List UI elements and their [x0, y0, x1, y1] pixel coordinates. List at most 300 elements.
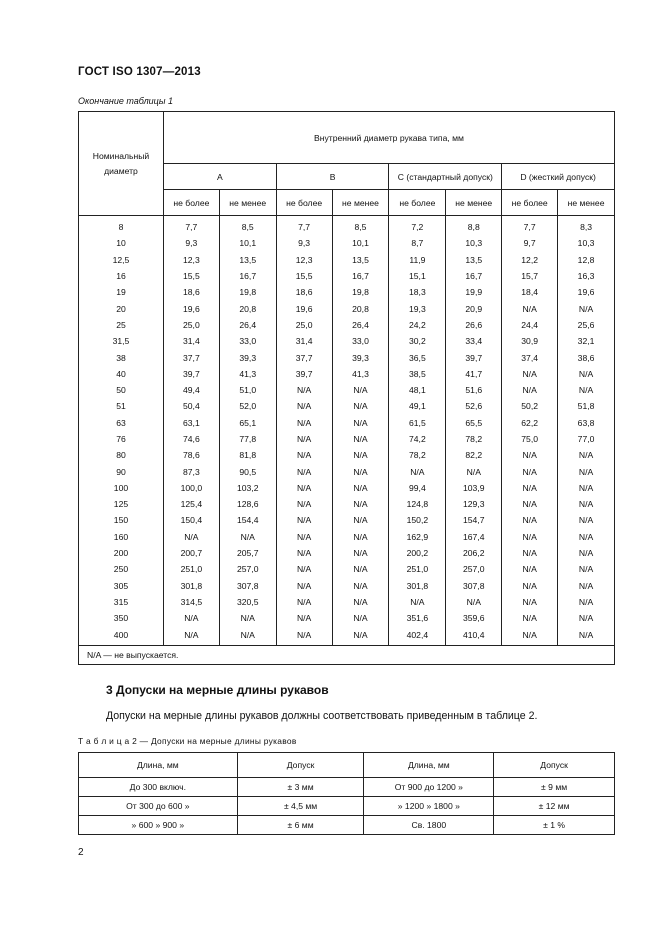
nominal-diameter-cell: 150 — [79, 512, 164, 528]
table-row — [79, 447, 615, 463]
value-cell: N/A — [332, 431, 389, 447]
tolerance-cell: ± 9 мм — [494, 778, 615, 797]
value-cell: 61,5 — [389, 415, 446, 431]
value-cell: 63,1 — [163, 415, 219, 431]
value-cell: 26,4 — [332, 317, 389, 333]
value-cell: N/A — [276, 626, 332, 645]
value-cell: N/A — [276, 594, 332, 610]
value-cell: 13,5 — [219, 252, 276, 268]
value-cell: 19,6 — [163, 300, 219, 316]
value-cell: 99,4 — [389, 480, 446, 496]
value-cell: N/A — [332, 415, 389, 431]
value-cell: 50,4 — [163, 398, 219, 414]
value-cell: 52,0 — [219, 398, 276, 414]
value-cell: 18,4 — [502, 284, 558, 300]
value-cell: 38,5 — [389, 366, 446, 382]
tolerance-header: Допуск — [237, 753, 364, 778]
value-cell: 77,0 — [558, 431, 615, 447]
value-cell: 162,9 — [389, 529, 446, 545]
value-cell: N/A — [332, 529, 389, 545]
table-row — [79, 797, 615, 816]
value-cell: 20,8 — [219, 300, 276, 316]
nominal-diameter-cell: 20 — [79, 300, 164, 316]
value-cell: 257,0 — [219, 561, 276, 577]
value-cell: 51,6 — [446, 382, 502, 398]
value-cell: 125,4 — [163, 496, 219, 512]
value-cell: 129,3 — [446, 496, 502, 512]
value-cell: 49,1 — [389, 398, 446, 414]
length-cell: От 300 до 600 » — [79, 797, 238, 816]
value-cell: 81,8 — [219, 447, 276, 463]
value-cell: 251,0 — [389, 561, 446, 577]
value-cell: 24,2 — [389, 317, 446, 333]
value-cell: N/A — [219, 529, 276, 545]
nominal-diameter-cell: 8 — [79, 216, 164, 236]
value-cell: N/A — [276, 447, 332, 463]
table-row — [79, 216, 615, 236]
value-cell: 33,0 — [219, 333, 276, 349]
value-cell: 150,4 — [163, 512, 219, 528]
value-cell: 50,2 — [502, 398, 558, 414]
nominal-diameter-cell: 350 — [79, 610, 164, 626]
value-cell: 63,8 — [558, 415, 615, 431]
value-cell: 39,3 — [332, 349, 389, 365]
value-cell: N/A — [502, 463, 558, 479]
value-cell: 87,3 — [163, 463, 219, 479]
value-cell: N/A — [389, 463, 446, 479]
nominal-diameter-cell: 76 — [79, 431, 164, 447]
value-cell: 26,4 — [219, 317, 276, 333]
table-row — [79, 398, 615, 414]
value-cell: 25,6 — [558, 317, 615, 333]
nominal-diameter-cell: 31,5 — [79, 333, 164, 349]
type-a-header: A — [163, 164, 276, 190]
value-cell: 32,1 — [558, 333, 615, 349]
length-header: Длина, мм — [79, 753, 238, 778]
value-cell: N/A — [163, 529, 219, 545]
nominal-diameter-cell: 50 — [79, 382, 164, 398]
value-cell: 52,6 — [446, 398, 502, 414]
value-cell: 24,4 — [502, 317, 558, 333]
table-row — [79, 268, 615, 284]
value-cell: 30,9 — [502, 333, 558, 349]
table-row — [79, 349, 615, 365]
value-cell: 36,5 — [389, 349, 446, 365]
nominal-diameter-cell: 25 — [79, 317, 164, 333]
value-cell: 154,4 — [219, 512, 276, 528]
value-cell: N/A — [558, 529, 615, 545]
value-cell: 320,5 — [219, 594, 276, 610]
value-cell: 77,8 — [219, 431, 276, 447]
table-row — [79, 235, 615, 251]
value-cell: 75,0 — [502, 431, 558, 447]
value-cell: N/A — [276, 496, 332, 512]
value-cell: N/A — [276, 512, 332, 528]
value-cell: 167,4 — [446, 529, 502, 545]
value-cell: N/A — [332, 626, 389, 645]
length-cell: От 900 до 1200 » — [364, 778, 494, 797]
value-cell: 31,4 — [276, 333, 332, 349]
value-cell: N/A — [276, 480, 332, 496]
table-row — [79, 816, 615, 835]
value-cell: N/A — [502, 594, 558, 610]
value-cell: 13,5 — [332, 252, 389, 268]
tolerance-cell: ± 1 % — [494, 816, 615, 835]
tolerance-header: Допуск — [494, 753, 615, 778]
value-cell: N/A — [558, 545, 615, 561]
value-cell: N/A — [502, 447, 558, 463]
value-cell: 307,8 — [219, 578, 276, 594]
nominal-diameter-cell: 160 — [79, 529, 164, 545]
value-cell: N/A — [502, 366, 558, 382]
value-cell: 100,0 — [163, 480, 219, 496]
value-cell: 359,6 — [446, 610, 502, 626]
value-cell: N/A — [332, 480, 389, 496]
min-subheader: не менее — [446, 190, 502, 216]
value-cell: 10,3 — [558, 235, 615, 251]
value-cell: N/A — [558, 610, 615, 626]
value-cell: 41,3 — [219, 366, 276, 382]
value-cell: 16,3 — [558, 268, 615, 284]
value-cell: 19,6 — [558, 284, 615, 300]
table-row — [79, 252, 615, 268]
value-cell: N/A — [558, 480, 615, 496]
value-cell: 20,9 — [446, 300, 502, 316]
value-cell: 19,6 — [276, 300, 332, 316]
value-cell: N/A — [558, 463, 615, 479]
value-cell: 48,1 — [389, 382, 446, 398]
length-cell: » 1200 » 1800 » — [364, 797, 494, 816]
value-cell: N/A — [558, 594, 615, 610]
value-cell: 18,3 — [389, 284, 446, 300]
value-cell: 410,4 — [446, 626, 502, 645]
value-cell: 74,2 — [389, 431, 446, 447]
nominal-diameter-cell: 400 — [79, 626, 164, 645]
value-cell: 205,7 — [219, 545, 276, 561]
table-row — [79, 512, 615, 528]
value-cell: 301,8 — [389, 578, 446, 594]
value-cell: N/A — [558, 512, 615, 528]
value-cell: 206,2 — [446, 545, 502, 561]
value-cell: 62,2 — [502, 415, 558, 431]
nominal-diameter-cell: 90 — [79, 463, 164, 479]
table-row — [79, 382, 615, 398]
diameter-table — [78, 111, 615, 665]
value-cell: N/A — [502, 382, 558, 398]
value-cell: N/A — [502, 480, 558, 496]
nominal-diameter-cell: 305 — [79, 578, 164, 594]
value-cell: 150,2 — [389, 512, 446, 528]
value-cell: 51,0 — [219, 382, 276, 398]
value-cell: 402,4 — [389, 626, 446, 645]
value-cell: 82,2 — [446, 447, 502, 463]
value-cell: N/A — [332, 463, 389, 479]
length-cell: До 300 включ. — [79, 778, 238, 797]
value-cell: 301,8 — [163, 578, 219, 594]
value-cell: N/A — [332, 382, 389, 398]
value-cell: 25,0 — [163, 317, 219, 333]
value-cell: 51,8 — [558, 398, 615, 414]
value-cell: N/A — [502, 300, 558, 316]
value-cell: 7,2 — [389, 216, 446, 236]
table-row — [79, 415, 615, 431]
max-subheader: не более — [502, 190, 558, 216]
nominal-diameter-cell: 12,5 — [79, 252, 164, 268]
table-row — [79, 480, 615, 496]
table-row — [79, 626, 615, 645]
value-cell: 33,0 — [332, 333, 389, 349]
value-cell: N/A — [276, 415, 332, 431]
tolerance-cell: ± 4,5 мм — [237, 797, 364, 816]
value-cell: N/A — [276, 545, 332, 561]
value-cell: N/A — [558, 626, 615, 645]
value-cell: 30,2 — [389, 333, 446, 349]
value-cell: 251,0 — [163, 561, 219, 577]
table-row — [79, 366, 615, 382]
value-cell: 10,3 — [446, 235, 502, 251]
page-number: 2 — [78, 847, 84, 858]
value-cell: 90,5 — [219, 463, 276, 479]
value-cell: N/A — [276, 578, 332, 594]
min-subheader: не менее — [332, 190, 389, 216]
type-b-header: B — [276, 164, 389, 190]
table-row — [79, 594, 615, 610]
value-cell: 314,5 — [163, 594, 219, 610]
value-cell: 33,4 — [446, 333, 502, 349]
value-cell: 78,2 — [446, 431, 502, 447]
value-cell: 25,0 — [276, 317, 332, 333]
nominal-diameter-cell: 63 — [79, 415, 164, 431]
value-cell: N/A — [446, 463, 502, 479]
value-cell: 65,5 — [446, 415, 502, 431]
value-cell: 19,8 — [219, 284, 276, 300]
max-subheader: не более — [389, 190, 446, 216]
value-cell: 18,6 — [163, 284, 219, 300]
value-cell: 39,7 — [446, 349, 502, 365]
value-cell: 39,7 — [163, 366, 219, 382]
value-cell: 19,9 — [446, 284, 502, 300]
value-cell: 78,2 — [389, 447, 446, 463]
value-cell: N/A — [163, 626, 219, 645]
length-cell: Св. 1800 — [364, 816, 494, 835]
value-cell: 8,5 — [219, 216, 276, 236]
value-cell: N/A — [332, 447, 389, 463]
value-cell: 9,7 — [502, 235, 558, 251]
value-cell: N/A — [332, 496, 389, 512]
nominal-diameter-cell: 125 — [79, 496, 164, 512]
value-cell: N/A — [276, 463, 332, 479]
table-row — [79, 317, 615, 333]
max-subheader: не более — [276, 190, 332, 216]
value-cell: 9,3 — [163, 235, 219, 251]
nominal-diameter-cell: 200 — [79, 545, 164, 561]
section-title: 3 Допуски на мерные длины рукавов — [106, 683, 329, 697]
value-cell: N/A — [332, 398, 389, 414]
nominal-diameter-cell: 16 — [79, 268, 164, 284]
value-cell: N/A — [389, 594, 446, 610]
value-cell: 12,8 — [558, 252, 615, 268]
nominal-diameter-cell: 315 — [79, 594, 164, 610]
table-row — [79, 300, 615, 316]
type-c-header: C (стандартный допуск) — [389, 164, 502, 190]
section-paragraph: Допуски на мерные длины рукавов должны соответствовать приведенным в таблице 2. — [106, 710, 538, 722]
value-cell: N/A — [332, 610, 389, 626]
inner-diameter-header: Внутренний диаметр рукава типа, мм — [163, 112, 614, 164]
value-cell: 16,7 — [446, 268, 502, 284]
value-cell: N/A — [502, 545, 558, 561]
value-cell: 41,7 — [446, 366, 502, 382]
value-cell: 26,6 — [446, 317, 502, 333]
value-cell: 39,7 — [276, 366, 332, 382]
table-row — [79, 496, 615, 512]
value-cell: N/A — [502, 610, 558, 626]
value-cell: N/A — [276, 382, 332, 398]
value-cell: 74,6 — [163, 431, 219, 447]
value-cell: 12,3 — [163, 252, 219, 268]
value-cell: 19,8 — [332, 284, 389, 300]
value-cell: N/A — [558, 300, 615, 316]
value-cell: 15,5 — [163, 268, 219, 284]
value-cell: 10,1 — [332, 235, 389, 251]
table-continuation-label: Окончание таблицы 1 — [78, 96, 173, 106]
value-cell: N/A — [502, 529, 558, 545]
value-cell: N/A — [276, 610, 332, 626]
value-cell: 78,6 — [163, 447, 219, 463]
table-row — [79, 463, 615, 479]
value-cell: 8,8 — [446, 216, 502, 236]
value-cell: N/A — [558, 496, 615, 512]
table-row — [79, 561, 615, 577]
value-cell: N/A — [502, 626, 558, 645]
value-cell: 37,4 — [502, 349, 558, 365]
value-cell: N/A — [332, 512, 389, 528]
value-cell: N/A — [163, 610, 219, 626]
value-cell: 103,9 — [446, 480, 502, 496]
value-cell: N/A — [502, 496, 558, 512]
value-cell: N/A — [502, 578, 558, 594]
value-cell: 15,7 — [502, 268, 558, 284]
tolerance-cell: ± 6 мм — [237, 816, 364, 835]
value-cell: 37,7 — [276, 349, 332, 365]
min-subheader: не менее — [558, 190, 615, 216]
value-cell: N/A — [502, 561, 558, 577]
value-cell: N/A — [446, 594, 502, 610]
nominal-diameter-cell: 10 — [79, 235, 164, 251]
max-subheader: не более — [163, 190, 219, 216]
value-cell: N/A — [558, 382, 615, 398]
nominal-diameter-cell: 250 — [79, 561, 164, 577]
type-d-header: D (жесткий допуск) — [502, 164, 615, 190]
value-cell: 103,2 — [219, 480, 276, 496]
length-tolerance-table — [78, 752, 615, 835]
nominal-diameter-cell: 19 — [79, 284, 164, 300]
value-cell: 18,6 — [276, 284, 332, 300]
tolerance-cell: ± 3 мм — [237, 778, 364, 797]
value-cell: 41,3 — [332, 366, 389, 382]
nominal-diameter-cell: 38 — [79, 349, 164, 365]
table-row — [79, 333, 615, 349]
value-cell: N/A — [276, 431, 332, 447]
table-row — [79, 610, 615, 626]
value-cell: 200,7 — [163, 545, 219, 561]
table-row — [79, 778, 615, 797]
value-cell: N/A — [332, 545, 389, 561]
value-cell: 11,9 — [389, 252, 446, 268]
document-header: ГОСТ ISO 1307—2013 — [78, 66, 201, 78]
value-cell: N/A — [558, 366, 615, 382]
value-cell: 128,6 — [219, 496, 276, 512]
value-cell: 16,7 — [332, 268, 389, 284]
value-cell: 307,8 — [446, 578, 502, 594]
table-row — [79, 431, 615, 447]
value-cell: 12,2 — [502, 252, 558, 268]
nominal-diameter-header: Номинальный диаметр — [79, 112, 164, 216]
value-cell: 38,6 — [558, 349, 615, 365]
nominal-diameter-cell: 51 — [79, 398, 164, 414]
value-cell: N/A — [276, 398, 332, 414]
value-cell: 7,7 — [502, 216, 558, 236]
value-cell: 257,0 — [446, 561, 502, 577]
value-cell: N/A — [219, 626, 276, 645]
value-cell: N/A — [276, 561, 332, 577]
value-cell: N/A — [332, 578, 389, 594]
value-cell: 16,7 — [219, 268, 276, 284]
length-header: Длина, мм — [364, 753, 494, 778]
value-cell: N/A — [558, 447, 615, 463]
nominal-diameter-cell: 100 — [79, 480, 164, 496]
nominal-diameter-cell: 80 — [79, 447, 164, 463]
table-row — [79, 284, 615, 300]
value-cell: N/A — [276, 529, 332, 545]
table-row — [79, 529, 615, 545]
value-cell: 39,3 — [219, 349, 276, 365]
value-cell: N/A — [558, 578, 615, 594]
length-cell: » 600 » 900 » — [79, 816, 238, 835]
value-cell: 200,2 — [389, 545, 446, 561]
value-cell: 8,5 — [332, 216, 389, 236]
value-cell: 351,6 — [389, 610, 446, 626]
value-cell: N/A — [558, 561, 615, 577]
value-cell: 15,1 — [389, 268, 446, 284]
value-cell: 10,1 — [219, 235, 276, 251]
value-cell: 8,7 — [389, 235, 446, 251]
value-cell: 9,3 — [276, 235, 332, 251]
value-cell: 8,3 — [558, 216, 615, 236]
value-cell: 49,4 — [163, 382, 219, 398]
nominal-diameter-cell: 40 — [79, 366, 164, 382]
value-cell: 154,7 — [446, 512, 502, 528]
min-subheader: не менее — [219, 190, 276, 216]
value-cell: N/A — [502, 512, 558, 528]
table-row — [79, 545, 615, 561]
value-cell: 20,8 — [332, 300, 389, 316]
value-cell: 15,5 — [276, 268, 332, 284]
table-2-caption: Т а б л и ц а 2 — Допуски на мерные длины рукавов — [78, 736, 297, 746]
value-cell: 37,7 — [163, 349, 219, 365]
value-cell: 19,3 — [389, 300, 446, 316]
value-cell: 65,1 — [219, 415, 276, 431]
value-cell: N/A — [332, 561, 389, 577]
value-cell: N/A — [332, 594, 389, 610]
table-row — [79, 578, 615, 594]
value-cell: 7,7 — [276, 216, 332, 236]
value-cell: 124,8 — [389, 496, 446, 512]
value-cell: 12,3 — [276, 252, 332, 268]
table-note: N/A — не выпускается. — [79, 645, 615, 664]
value-cell: 13,5 — [446, 252, 502, 268]
value-cell: 7,7 — [163, 216, 219, 236]
tolerance-cell: ± 12 мм — [494, 797, 615, 816]
